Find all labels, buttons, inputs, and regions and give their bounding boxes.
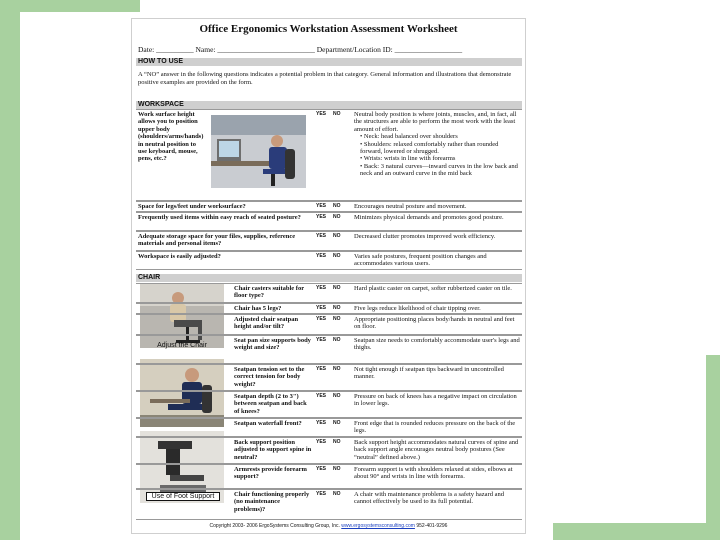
bullet-text: Wrists: wrists in line with forearms	[363, 155, 456, 163]
explanation-text: A chair with maintenance problems is a safety hazard and cannot effectively be used to its full potential.	[354, 491, 504, 506]
yes-no-options	[316, 439, 348, 446]
question-text: Adjusted chair seatpan height and/or tilt?	[234, 316, 299, 331]
yes-no-options	[316, 337, 348, 344]
explanation-text: Hard plastic caster on carpet, softer rubberized caster on tile.	[354, 285, 512, 292]
explanation-text: Decreased clutter promotes improved work efficiency.	[354, 233, 496, 240]
question-text: Seatpan depth (2 to 3") between seatpan and back of knees?	[234, 393, 307, 415]
no-checkbox[interactable]: NO	[333, 214, 341, 220]
bullet-item: • Shoulders: relaxed comfortably rather than rounded forward, lowered or shrugged.	[360, 140, 499, 156]
chair-row	[136, 335, 522, 364]
chair-row	[136, 464, 522, 489]
yes-checkbox[interactable]: YES	[316, 233, 327, 239]
chair-row	[136, 314, 522, 335]
yes-checkbox[interactable]: YES	[316, 253, 327, 259]
no-checkbox[interactable]: NO	[333, 393, 341, 399]
workspace-row	[136, 231, 522, 251]
yes-checkbox[interactable]: YES	[316, 337, 327, 343]
bullet-item: • Wrists: wrists in line with forearms	[360, 155, 456, 163]
footer	[132, 523, 525, 529]
no-checkbox[interactable]: NO	[333, 439, 341, 445]
workspace-row	[136, 212, 522, 231]
phone-number: 952-401-9296	[416, 523, 448, 529]
no-checkbox[interactable]: NO	[333, 111, 341, 117]
no-checkbox[interactable]: NO	[333, 305, 341, 311]
yes-checkbox[interactable]: YES	[316, 420, 327, 426]
question-text: Seatpan tension set to the correct tension for body weight?	[234, 366, 305, 388]
yes-checkbox[interactable]: YES	[316, 439, 327, 445]
explanation-text: Five legs reduce likelihood of chair tipping over.	[354, 305, 481, 312]
bullet-item: • Neck: head balanced over shoulders	[360, 133, 458, 141]
no-checkbox[interactable]: NO	[333, 285, 341, 291]
workspace-row	[136, 109, 522, 201]
yes-checkbox[interactable]: YES	[316, 285, 327, 291]
yes-no-options	[316, 233, 348, 240]
chair-row	[136, 489, 522, 520]
no-checkbox[interactable]: NO	[333, 233, 341, 239]
yes-no-options	[316, 305, 348, 312]
no-checkbox[interactable]: NO	[333, 420, 341, 426]
section-header-how-to-use: HOW TO USE	[136, 58, 522, 66]
question-text: Chair casters suitable for floor type?	[234, 285, 304, 300]
section-header-workspace: WORKSPACE	[136, 101, 522, 109]
question-text: Frequently used items within easy reach of seated posture?	[138, 214, 301, 221]
explanation-paragraph: Neutral body position is where joints, muscles, and, in fact, all the structures are able to perform the most work with the least amount of effort.	[354, 111, 517, 133]
explanation-text	[354, 111, 520, 178]
no-checkbox[interactable]: NO	[333, 466, 341, 472]
no-checkbox[interactable]: NO	[333, 491, 341, 497]
explanation-text: Minimizes physical demands and promotes good posture.	[354, 214, 504, 221]
workspace-row	[136, 251, 522, 270]
question-text: Chair has 5 legs?	[234, 305, 282, 312]
yes-checkbox[interactable]: YES	[316, 305, 327, 311]
worksheet-document	[131, 18, 526, 534]
workspace-row	[136, 201, 522, 212]
accent-bar-right	[706, 355, 720, 540]
chair-row	[136, 391, 522, 418]
copyright-text: Copyright 2003- 2006 ErgoSystems Consulting Group, Inc.	[209, 523, 340, 529]
website-link[interactable]: www.ergosystemsconsulting.com	[341, 523, 415, 529]
chair-row	[136, 364, 522, 391]
question-text: Work surface height allows you to position upper body (shoulders/arms/hands) in neutral position to use keyboard, mouse, pens, etc.?	[138, 111, 204, 163]
bullet-text: Back: 3 natural curves—inward curves in the low back and neck and an outward curve in the mid back	[360, 162, 518, 178]
question-text: Seat pan size supports body weight and size?	[234, 337, 311, 352]
no-checkbox[interactable]: NO	[333, 337, 341, 343]
no-checkbox[interactable]: NO	[333, 366, 341, 372]
chair-row	[136, 418, 522, 437]
explanation-text: Not tight enough if seatpan tips backward in uncontrolled manner.	[354, 366, 504, 381]
accent-bar-top	[20, 0, 140, 12]
how-to-use-text: A “NO” answer in the following questions indicates a potential problem in that category. General information and illustrations that demonstrate positive examples are provided on the form.	[138, 71, 512, 86]
yes-no-options	[316, 466, 348, 473]
photo-label: Use of Foot Support	[146, 492, 220, 501]
accent-bar-bottom	[553, 523, 720, 540]
yes-no-options	[316, 420, 348, 427]
worksheet-title: Office Ergonomics Workstation Assessment Worksheet	[199, 23, 458, 35]
yes-checkbox[interactable]: YES	[316, 214, 327, 220]
question-text: Chair functioning properly (no maintenance problems)?	[234, 491, 310, 513]
yes-no-options	[316, 316, 348, 323]
neutral-position-bullets	[354, 133, 520, 177]
chair-row	[136, 303, 522, 314]
yes-checkbox[interactable]: YES	[316, 316, 327, 322]
explanation-text: Pressure on back of knees has a negative impact on circulation in lower legs.	[354, 393, 517, 408]
no-checkbox[interactable]: NO	[333, 316, 341, 322]
explanation-text: Front edge that is rounded reduces pressure on the back of the legs.	[354, 420, 516, 435]
yes-no-options	[316, 366, 348, 373]
yes-no-options	[316, 393, 348, 400]
yes-checkbox[interactable]: YES	[316, 491, 327, 497]
explanation-text: Encourages neutral posture and movement.	[354, 203, 467, 210]
chair-row	[136, 283, 522, 303]
yes-no-options	[316, 253, 348, 260]
no-checkbox[interactable]: NO	[333, 253, 341, 259]
explanation-text: Varies safe postures, frequent position changes and accommodates various users.	[354, 253, 487, 268]
question-text: Armrests provide forearm support?	[234, 466, 307, 481]
yes-no-options	[316, 214, 348, 221]
question-text: Workspace is easily adjusted?	[138, 253, 221, 260]
workstation-photo	[211, 115, 306, 188]
photo-label: Adjust the Chair	[157, 342, 207, 349]
yes-checkbox[interactable]: YES	[316, 111, 327, 117]
question-text: Adequate storage space for your files, supplies, reference materials and personal items?	[138, 233, 296, 248]
yes-no-options	[316, 203, 348, 210]
explanation-text: Appropriate positioning places body/hands in neutral and feet on floor.	[354, 316, 515, 331]
bullet-text: Shoulders: relaxed comfortably rather than rounded forward, lowered or shrugged.	[360, 140, 499, 156]
explanation-text: Seatpan size needs to comfortably accommodate user's legs and thighs.	[354, 337, 520, 352]
yes-checkbox[interactable]: YES	[316, 203, 327, 209]
accent-bar-left	[0, 0, 20, 540]
yes-no-options	[316, 111, 348, 118]
question-text: Space for legs/feet under worksurface?	[138, 203, 246, 210]
date-name-department-line: Date: __________ Name: __________________________ Department/Location ID: __________________	[138, 45, 463, 54]
explanation-text: Forearm support is with shoulders relaxed at sides, elbows at about 90° and wrists in line with forearms.	[354, 466, 513, 481]
yes-no-options	[316, 491, 348, 498]
no-checkbox[interactable]: NO	[333, 203, 341, 209]
question-text: Seatpan waterfall front?	[234, 420, 302, 427]
yes-no-options	[316, 285, 348, 292]
section-header-chair: CHAIR	[136, 274, 522, 282]
bullet-item: • Back: 3 natural curves—inward curves in the low back and neck and an outward curve in the mid back	[360, 162, 518, 178]
yes-checkbox[interactable]: YES	[316, 393, 327, 399]
explanation-text: Back support height accommodates natural curves of spine and back support angle encourages neutral body postures (See “neutral” defined above.)	[354, 439, 519, 461]
yes-checkbox[interactable]: YES	[316, 466, 327, 472]
bullet-text: Neck: head balanced over shoulders	[363, 133, 458, 141]
chair-row	[136, 437, 522, 464]
yes-checkbox[interactable]: YES	[316, 366, 327, 372]
question-text: Back support position adjusted to support spine in neutral?	[234, 439, 312, 461]
